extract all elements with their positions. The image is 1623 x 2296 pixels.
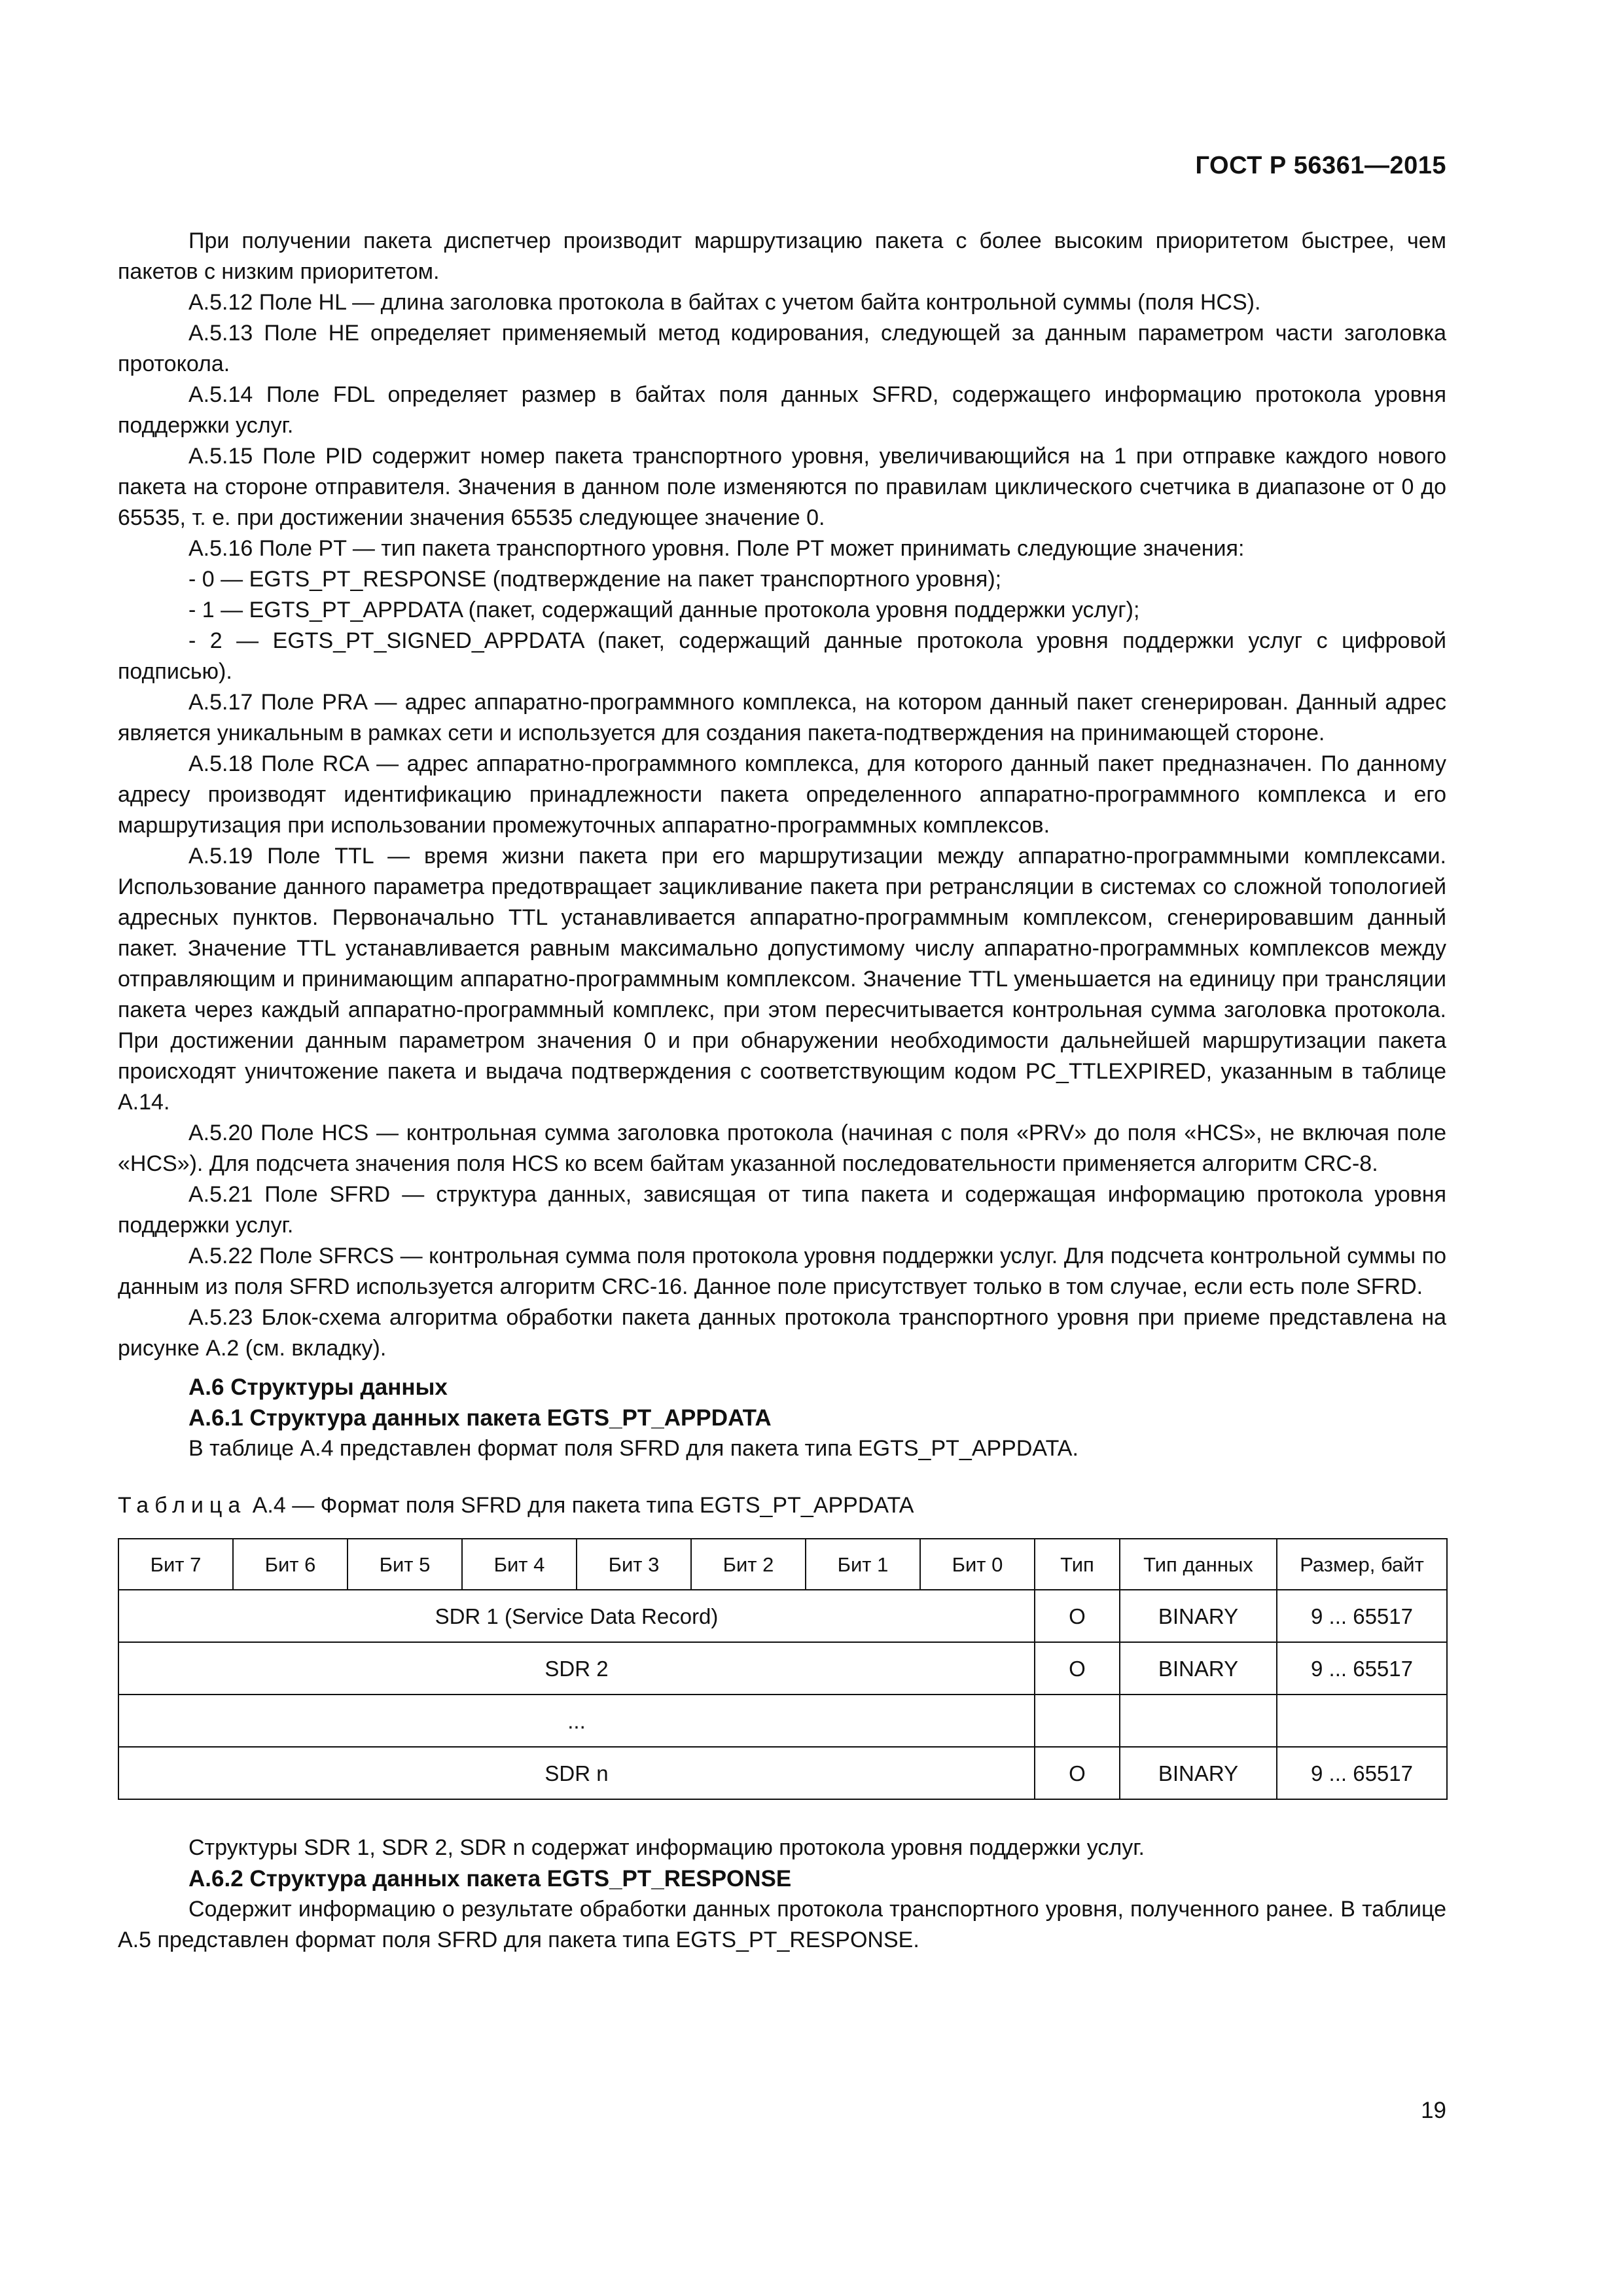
paragraph: А.5.16 Поле PT — тип пакета транспортного уровня. Поле PT может принимать следующие значения: [188, 536, 1245, 561]
column-header: Бит 5 [348, 1539, 462, 1590]
list-item: - 2 — EGTS_PT_SIGNED_APPDATA (пакет, содержащий данные протокола уровня поддержки услуг с цифровой подписью). [118, 628, 1446, 684]
column-header: Тип [1035, 1539, 1120, 1590]
cell-data-type: BINARY [1120, 1747, 1277, 1799]
paragraph: В таблице А.4 представлен формат поля SFRD для пакета типа EGTS_PT_APPDATA. [188, 1436, 1079, 1461]
cell-type: O [1035, 1642, 1120, 1695]
cell-size: 9 ... 65517 [1277, 1590, 1447, 1642]
list-item: - 1 — EGTS_PT_APPDATA (пакет, содержащий данные протокола уровня поддержки услуг); [188, 598, 1140, 622]
column-header: Бит 3 [577, 1539, 691, 1590]
paragraph: При получении пакета диспетчер производит маршрутизацию пакета с более высоким приоритетом быстрее, чем пакетов с низким приоритетом. [118, 228, 1446, 284]
page-body [118, 226, 1446, 1956]
table-caption [118, 1490, 1446, 1521]
sfrd-format-table [118, 1538, 1448, 1800]
cell-record-name: ... [118, 1695, 1035, 1747]
cell-data-type: BINARY [1120, 1590, 1277, 1642]
paragraph: А.5.14 Поле FDL определяет размер в байтах поля данных SFRD, содержащего информацию протокола уровня поддержки услуг. [118, 382, 1446, 438]
table-header-row [118, 1539, 1447, 1590]
column-header: Размер, байт [1277, 1539, 1447, 1590]
cell-record-name: SDR n [118, 1747, 1035, 1799]
table-row [118, 1747, 1447, 1799]
cell-data-type: BINARY [1120, 1642, 1277, 1695]
list-item: - 0 — EGTS_PT_RESPONSE (подтверждение на пакет транспортного уровня); [188, 567, 1002, 592]
cell-type: O [1035, 1747, 1120, 1799]
cell-record-name: SDR 2 [118, 1642, 1035, 1695]
cell-type: O [1035, 1590, 1120, 1642]
cell-size: 9 ... 65517 [1277, 1747, 1447, 1799]
column-header: Бит 7 [118, 1539, 233, 1590]
column-header: Бит 4 [462, 1539, 577, 1590]
table-row [118, 1642, 1447, 1695]
column-header: Бит 6 [233, 1539, 348, 1590]
paragraph: А.5.22 Поле SFRCS — контрольная сумма поля протокола уровня поддержки услуг. Для подсчета контрольной суммы по данным из поля SFRD используется алгоритм CRC-16. Данное поле присутствует только в том случае, если есть поле SFRD. [118, 1244, 1446, 1299]
table-row [118, 1590, 1447, 1642]
paragraph: А.5.20 Поле HCS — контрольная сумма заголовка протокола (начиная с поля «PRV» до поля «HCS», не включая поле «HCS»). Для подсчета значения поля HCS ко всем байтам указанной последовательности применяется алгоритм CRC-8. [118, 1121, 1446, 1176]
cell-type [1035, 1695, 1120, 1747]
section-heading: А.6 Структуры данных [188, 1374, 448, 1400]
paragraph: Содержит информацию о результате обработки данных протокола транспортного уровня, полученного ранее. В таблице А.5 представлен формат поля SFRD для пакета типа EGTS_PT_RESPONSE. [118, 1897, 1446, 1952]
cell-size [1277, 1695, 1447, 1747]
subsection-heading: А.6.1 Структура данных пакета EGTS_PT_APPDATA [188, 1405, 772, 1431]
document-code: ГОСТ Р 56361—2015 [1195, 152, 1446, 179]
paragraph: А.5.18 Поле RCA — адрес аппаратно-программного комплекса, для которого данный пакет предназначен. По данному адресу производят идентификацию принадлежности пакета определенного аппаратно-программного комплекса и его маршрутизация при использовании промежуточных аппаратно-программных комплексов. [118, 751, 1446, 838]
page-number: 19 [1421, 2098, 1446, 2123]
paragraph: А.5.12 Поле HL — длина заголовка протокола в байтах с учетом байта контрольной суммы (поля HCS). [188, 290, 1261, 315]
paragraph: А.5.17 Поле PRA — адрес аппаратно-программного комплекса, на котором данный пакет сгенерирован. Данный адрес является уникальным в рамках сети и используется для создания пакета-подтверждения на принимающей стороне. [118, 690, 1446, 745]
paragraph: А.5.13 Поле HE определяет применяемый метод кодирования, следующей за данным параметром части заголовка протокола. [118, 321, 1446, 376]
paragraph: А.5.19 Поле TTL — время жизни пакета при его маршрутизации между аппаратно-программными комплексами. Использование данного параметра предотвращает зацикливание пакета при ретрансляции в системах со сложной топологией адресных пунктов. Первоначально TTL устанавливается аппаратно-программным комплексом, сгенерировавшим данный пакет. Значение TTL устанавливается равным максимально допустимому числу аппаратно-программных комплексов между отправляющим и принимающим аппаратно-программным комплексом. Значение TTL уменьшается на единицу при трансляции пакета через каждый аппаратно-программный комплекс, при этом пересчитывается контрольная сумма заголовка протокола. При достижении данным параметром значения 0 и при обнаружении необходимости дальнейшей маршрутизации пакета происходят уничтожение пакета и выдача подтверждения с соответствующим кодом PC_TTLEXPIRED, указанным в таблице А.14. [118, 844, 1446, 1115]
table-row [118, 1695, 1447, 1747]
column-header: Бит 2 [691, 1539, 806, 1590]
column-header: Тип данных [1120, 1539, 1277, 1590]
subsection-heading: А.6.2 Структура данных пакета EGTS_PT_RESPONSE [188, 1866, 792, 1892]
paragraph: А.5.21 Поле SFRD — структура данных, зависящая от типа пакета и содержащая информацию протокола уровня поддержки услуг. [118, 1182, 1446, 1238]
cell-data-type [1120, 1695, 1277, 1747]
column-header: Бит 0 [920, 1539, 1035, 1590]
paragraph: А.5.23 Блок-схема алгоритма обработки пакета данных протокола транспортного уровня при приеме представлена на рисунке А.2 (см. вкладку). [118, 1305, 1446, 1361]
paragraph: А.5.15 Поле PID содержит номер пакета транспортного уровня, увеличивающийся на 1 при отправке каждого нового пакета на стороне отправителя. Значения в данном поле изменяются по правилам циклического счетчика в диапазоне от 0 до 65535, т. е. при достижении значения 65535 следующее значение 0. [118, 444, 1446, 530]
table-caption-text: А.4 — Формат поля SFRD для пакета типа EGTS_PT_APPDATA [246, 1493, 914, 1518]
paragraph: Структуры SDR 1, SDR 2, SDR n содержат информацию протокола уровня поддержки услуг. [188, 1835, 1145, 1860]
cell-size: 9 ... 65517 [1277, 1642, 1447, 1695]
table-caption-label: Таблица [118, 1493, 247, 1518]
column-header: Бит 1 [806, 1539, 920, 1590]
cell-record-name: SDR 1 (Service Data Record) [118, 1590, 1035, 1642]
